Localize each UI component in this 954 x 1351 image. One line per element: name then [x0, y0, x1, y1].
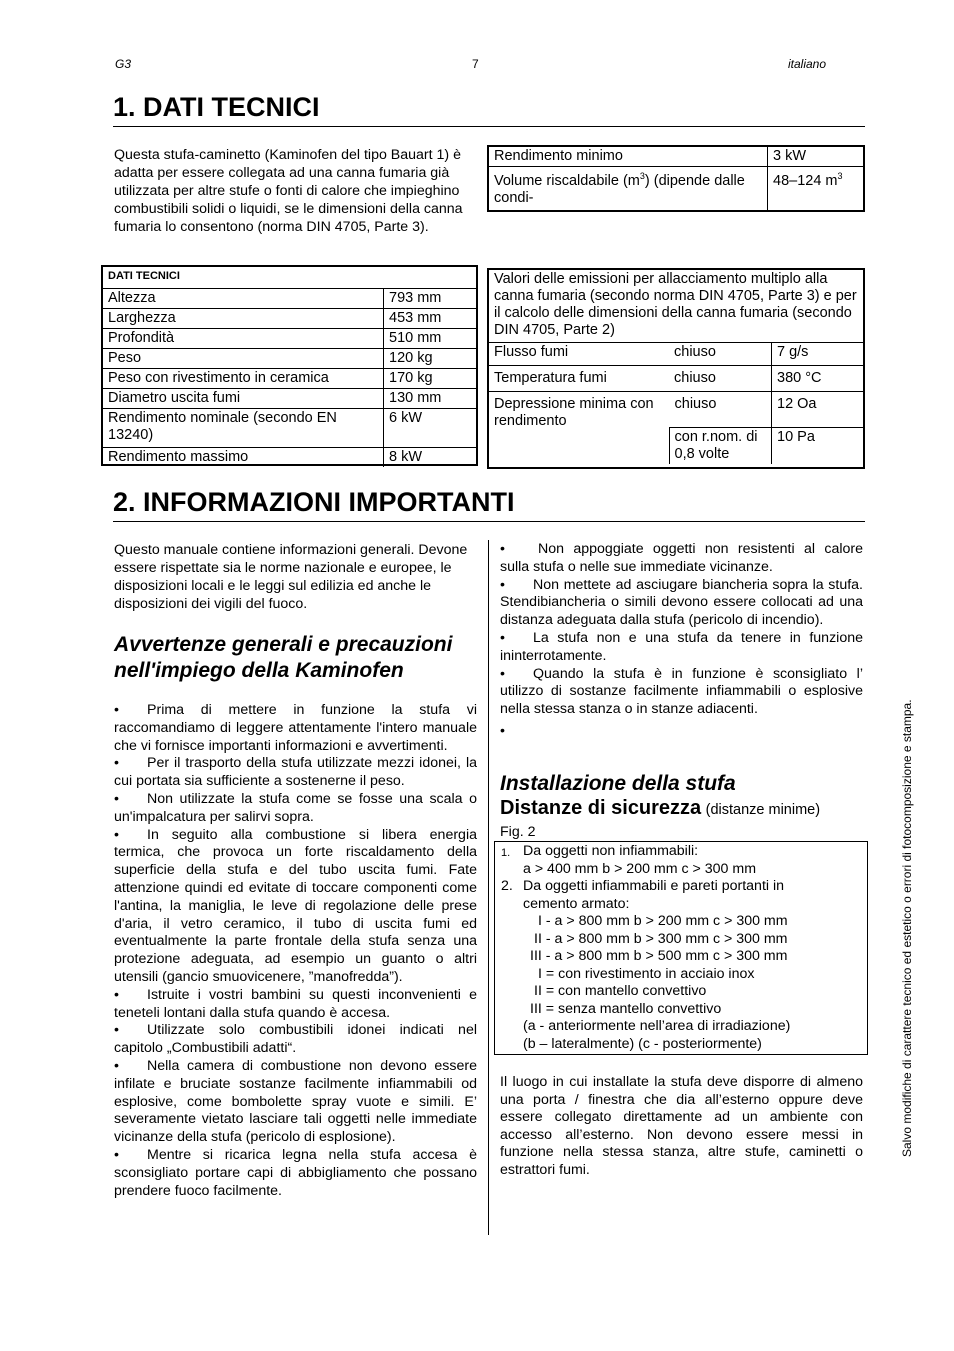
- column-divider: [488, 540, 489, 1235]
- avvertenze-title: Avvertenze generali e precauzioni nell'impiego della Kaminofen: [114, 633, 453, 682]
- list-item: • Utilizzate solo combustibili idonei indicati nel capitolo „Combustibili adatti“.: [114, 1022, 477, 1057]
- list-item: • Quando la stufa è in funzione è sconsigliato l’ utilizzo di sostanze facilmente infiammabili o esplosive nella stessa stanza o in stanze adiacenti.: [500, 665, 863, 718]
- section2-rule: [113, 521, 865, 522]
- table-heading: Valori delle emissioni per allacciamento multiplo alla canna fumaria (secondo norma DIN 4705, Parte 3) e per il calcolo delle dimensioni della canna fumaria (secondo DIN 4705, Parte 2): [489, 270, 863, 343]
- emissioni-table: [487, 268, 865, 469]
- list-item: • In seguito alla combustione si libera energia termica, che provoca un forte riscaldamento della superficie della stufa e del tubo uscita fumi. Fate attenzione quindi ed evitate di toccare componenti come l'antina, la maniglia, le leve di regolazione delle prese d'aria, il vetro ceramico, il tubo di uscita fumi ed eventualmente la parte frontale della stufa senza una protezione adeguata, ad esempio un guanto o altri utensili (gancio smuovicenere, ”manofredda”).: [114, 826, 477, 985]
- installazione-title: Installazione della stufa: [500, 772, 736, 795]
- distanze-box: 1. Da oggetti non infiammabili: a > 400 mm b > 200 mm c > 300 mm 2. Da oggetti infiammabili e pareti portanti in cemento armato: I - a > 800 mm b > 200 mm c > 300 mm II - a > 800 mm b > 300 mm c > 300 mm III - a > 800 mm b > 500 mm c > 300 mm I = con rivestimento in acciaio inox II = con mantello convettivo III = senza mantello convettivo (a - anteriormente nell’area di irradiazione) (b – lateralmente) (c - posteriormente): [494, 841, 868, 1055]
- list-item: • Istruite i vostri bambini su questi inconvenienti e teneteli lontani dalla stufa quando è accesa.: [114, 986, 477, 1021]
- list-item: • Non utilizzate la stufa come se fosse una scala o un'impalcatura per salirvi sopra.: [114, 790, 477, 825]
- distanze-heading: [500, 797, 820, 820]
- section1-rule: [113, 126, 865, 127]
- table-row: Rendimento massimo 8 kW: [103, 448, 476, 468]
- table-cell: Volume riscaldabile $(m^3)$ (dipende dalle condi-: [489, 167, 768, 212]
- table-heading-row: [489, 270, 863, 343]
- table-row: Peso con rivestimento in ceramica 170 kg: [103, 369, 476, 389]
- table-row: Flusso fumi chiuso 7 g/s: [489, 343, 863, 366]
- table-row: Diametro uscita fumi 130 mm: [103, 389, 476, 409]
- section2-intro: Questo manuale contiene informazioni generali. Devone essere rispettate sia le norme nazionale e europee, le disposizioni locali e le leggi sul edilizia ed anche le disposizioni dei vigili del fuoco.: [114, 542, 468, 612]
- table-row: Altezza 793 mm: [103, 289, 476, 309]
- list-item: • Non mettete ad asciugare biancheria sopra la stufa. Stendibiancheria o simili devono essere collocati ad una distanza adeguata dalla stufa (pericolo di incendio).: [500, 576, 863, 629]
- section2-title: 2. INFORMAZIONI IMPORTANTI: [113, 487, 515, 517]
- list-item: • La stufa non e una stufa da tenere in funzione ininterrotamente.: [500, 629, 863, 664]
- luogo-paragraph: Il luogo in cui installate la stufa deve disporre di almeno una porta / finestra che dia all’esterno oppure deve essere collegato direttamente ad un ambiente con accesso all’esterno. Non devono essere messi in funzione nella stessa stanza, altre stufe, caminetti o estrattori fumi.: [500, 1074, 863, 1178]
- list-item: • Per il trasporto della stufa utilizzate mezzi idonei, la cui portata sia sufficiente a sostenerne il peso.: [114, 755, 477, 790]
- figure-label: Fig. 2: [500, 824, 536, 840]
- dati-tecnici-table: [101, 265, 478, 466]
- header-left: G3: [115, 57, 132, 71]
- table-row: con r.nom. di 0,8 volte 10 Pa: [489, 428, 863, 465]
- table-row: [489, 167, 863, 212]
- table-row: Peso 120 kg: [103, 349, 476, 369]
- side-note: Salvo modifiche di carattere tecnico ed estetico o errori di fotocomposizione e stampa.: [900, 699, 914, 1157]
- table-row: [489, 147, 863, 167]
- list-item: • Mentre si ricarica legna nella stufa accesa è sconsigliato portare capi di abbigliamento che possano prendere fuoco facilmente.: [114, 1146, 477, 1199]
- list-item: •: [500, 722, 505, 739]
- list-item: • Non appoggiate oggetti non resistenti al calore sulla stufa o nelle sue immediate vicinanze.: [500, 541, 863, 575]
- list-item: • Prima di mettere in funzione la stufa vi raccomandiamo di leggere attentamente l'intero manuale che vi fornisce importanti informazioni e avvertimenti.: [114, 702, 477, 754]
- table-row: Profondità 510 mm: [103, 329, 476, 349]
- table-row: Larghezza 453 mm: [103, 309, 476, 329]
- table-row: Depressione minima con rendimento chiuso 12 Oa: [489, 392, 863, 428]
- table-cell: Rendimento minimo: [489, 147, 768, 167]
- section1-title: 1. DATI TECNICI: [113, 92, 320, 122]
- page-number: 7: [472, 57, 479, 71]
- right-bullet-list: [500, 541, 863, 741]
- distanze-title: Distanze di sicurezza: [500, 797, 702, 819]
- distanze-note: (distanze minime): [705, 802, 821, 818]
- table-row: Temperatura fumi chiuso 380 °C: [489, 366, 863, 392]
- table-row: Rendimento nominale (secondo EN 13240) 6 kW: [103, 409, 476, 448]
- table-heading-row: [103, 267, 476, 289]
- table-cell: 3 kW: [768, 147, 864, 167]
- section1-intro: Questa stufa-caminetto (Kaminofen del tipo Bauart 1) è adatta per essere collegata ad una canna fumaria già utilizzata per altre stufe o fonti di calore che impieghino combustibili solidi o liquidi, se le dimensioni della canna fumaria lo consentono (norma DIN 4705, Parte 3).: [114, 147, 463, 235]
- header-language: italiano: [788, 57, 827, 71]
- power-table: [487, 145, 865, 212]
- table-cell: 48–124 $m^3$: [768, 167, 864, 212]
- list-item: • Nella camera di combustione non devono essere infilate e bruciate sostanze facilmente infiammabili od esplosive, come bombolette spray vuote e simili. E’ severamente vietato lasciare tali oggetti nelle immediate vicinanze della stufa (pericolo di esplosione).: [114, 1057, 477, 1146]
- table-heading: DATI TECNICI: [103, 267, 476, 289]
- left-bullet-list: [114, 702, 477, 1200]
